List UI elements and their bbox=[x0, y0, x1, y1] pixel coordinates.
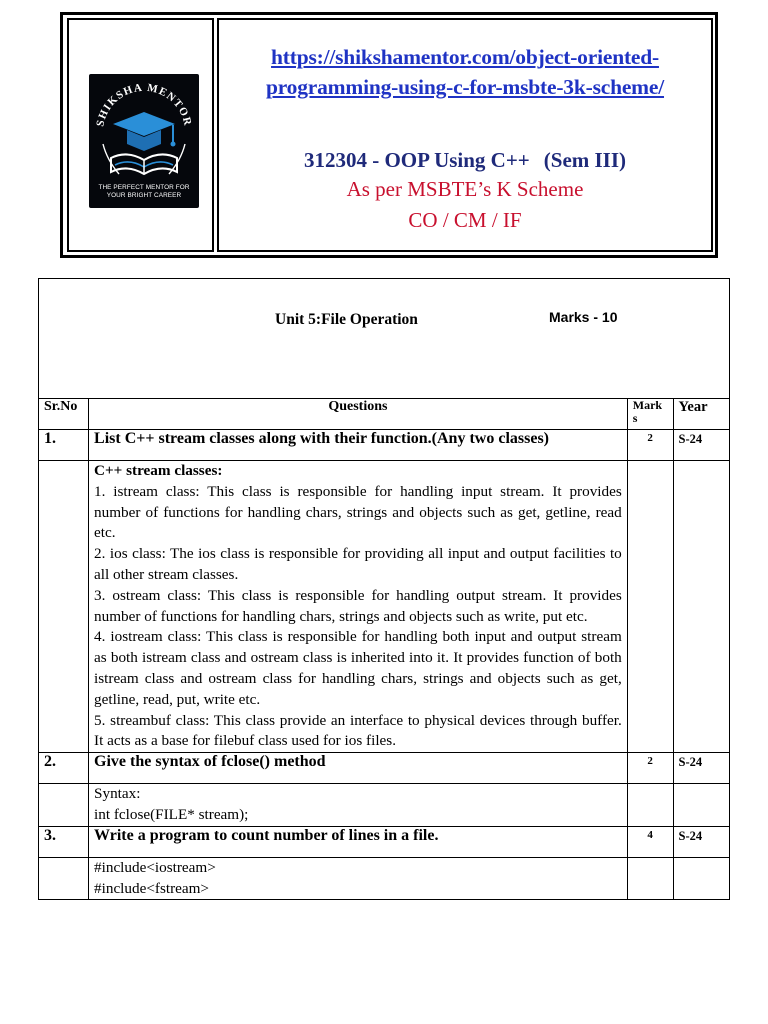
header-srno: Sr.No bbox=[39, 399, 89, 430]
question-row bbox=[39, 753, 730, 784]
answer-line: int fclose(FILE* stream); bbox=[94, 805, 249, 823]
branch-label: CO / CM / IF bbox=[408, 208, 522, 232]
logo-cell bbox=[67, 18, 214, 252]
answer-line: 4. iostream class: This class is responsible for handling both input and output stream as both istream class and ostream class is inherited into it. It provides function of both istream class and ostream class for handling chars, strings and objects such as get, getline, read, put, write etc. bbox=[94, 628, 622, 708]
answer-line: 5. streambuf class: This class provide an interface to physical devices through buffer. It acts as a base for filebuf class used for ios files. bbox=[94, 711, 622, 750]
answer-text bbox=[89, 857, 628, 900]
url-line1: https://shikshamentor.com/object-oriented- bbox=[271, 45, 659, 69]
answer-srno-empty bbox=[39, 461, 89, 753]
answer-line: 3. ostream class: This class is responsible for handling output stream. It provides number of functions for handling chars, strings and objects such as write, put etc. bbox=[94, 586, 622, 625]
header-marks bbox=[627, 399, 673, 430]
unit-marks: Marks - 10 bbox=[549, 309, 618, 325]
answer-marks-empty bbox=[627, 461, 673, 753]
answer-heading: C++ stream classes: bbox=[94, 462, 223, 479]
logo-tagline bbox=[89, 184, 199, 200]
question-srno: 3. bbox=[39, 826, 89, 857]
answer-row bbox=[39, 857, 730, 900]
logo-tagline-line1: THE PERFECT MENTOR FOR bbox=[98, 184, 190, 191]
logo-tagline-line2: YOUR BRIGHT CAREER bbox=[106, 192, 182, 199]
source-url-link[interactable] bbox=[219, 42, 711, 102]
course-title bbox=[219, 146, 711, 174]
answer-row bbox=[39, 784, 730, 827]
question-srno: 2. bbox=[39, 753, 89, 784]
question-year: S-24 bbox=[673, 430, 729, 461]
answer-line: #include<iostream> bbox=[94, 858, 216, 876]
answer-line: 2. ios class: The ios class is responsible for providing all input and output facilities to all other stream classes. bbox=[94, 545, 622, 583]
course-code-title: 312304 - OOP Using C++ bbox=[303, 148, 530, 172]
scheme-label: As per MSBTE’s K Scheme bbox=[346, 177, 584, 201]
answer-line: Syntax: bbox=[94, 785, 141, 803]
answer-year-empty bbox=[673, 784, 729, 827]
question-marks: 4 bbox=[627, 826, 673, 857]
question-srno: 1. bbox=[39, 430, 89, 461]
table-header-row bbox=[39, 399, 730, 430]
answer-year-empty bbox=[673, 461, 729, 753]
answer-row bbox=[39, 461, 730, 753]
shiksha-mentor-logo bbox=[89, 74, 199, 208]
header-banner bbox=[60, 12, 718, 258]
header-marks-line1: Mark bbox=[632, 398, 663, 412]
header-questions: Questions bbox=[89, 399, 628, 430]
answer-marks-empty bbox=[627, 784, 673, 827]
question-text: List C++ stream classes along with their function.(Any two classes) bbox=[89, 430, 628, 461]
question-row bbox=[39, 826, 730, 857]
unit-title: Unit 5:File Operation bbox=[275, 311, 418, 328]
course-info-cell bbox=[217, 18, 713, 252]
question-row bbox=[39, 430, 730, 461]
answer-srno-empty bbox=[39, 857, 89, 900]
answer-text bbox=[89, 784, 628, 827]
header-year: Year bbox=[673, 399, 729, 430]
question-text: Write a program to count number of lines in a file. bbox=[89, 826, 628, 857]
answer-line: #include<fstream> bbox=[94, 879, 209, 897]
logo-brand-text: SHIKSHA MENTOR bbox=[94, 81, 194, 128]
header-marks-line2: s bbox=[632, 411, 638, 425]
answer-year-empty bbox=[673, 857, 729, 900]
question-marks: 2 bbox=[627, 430, 673, 461]
question-year: S-24 bbox=[673, 826, 729, 857]
semester-label: (Sem III) bbox=[543, 148, 627, 172]
question-marks: 2 bbox=[627, 753, 673, 784]
url-line2: programming-using-c-for-msbte-3k-scheme/ bbox=[265, 75, 665, 99]
question-text: Give the syntax of fclose() method bbox=[89, 753, 628, 784]
answer-marks-empty bbox=[627, 857, 673, 900]
unit-header-cell bbox=[39, 279, 730, 399]
answer-srno-empty bbox=[39, 784, 89, 827]
question-year: S-24 bbox=[673, 753, 729, 784]
answer-text bbox=[89, 461, 628, 753]
answer-line: 1. istream class: This class is responsible for handling input stream. It provides number of functions for handling chars, strings and objects such as get, getline, read etc. bbox=[94, 482, 622, 542]
unit-header-row bbox=[39, 279, 730, 399]
question-table bbox=[38, 278, 730, 900]
